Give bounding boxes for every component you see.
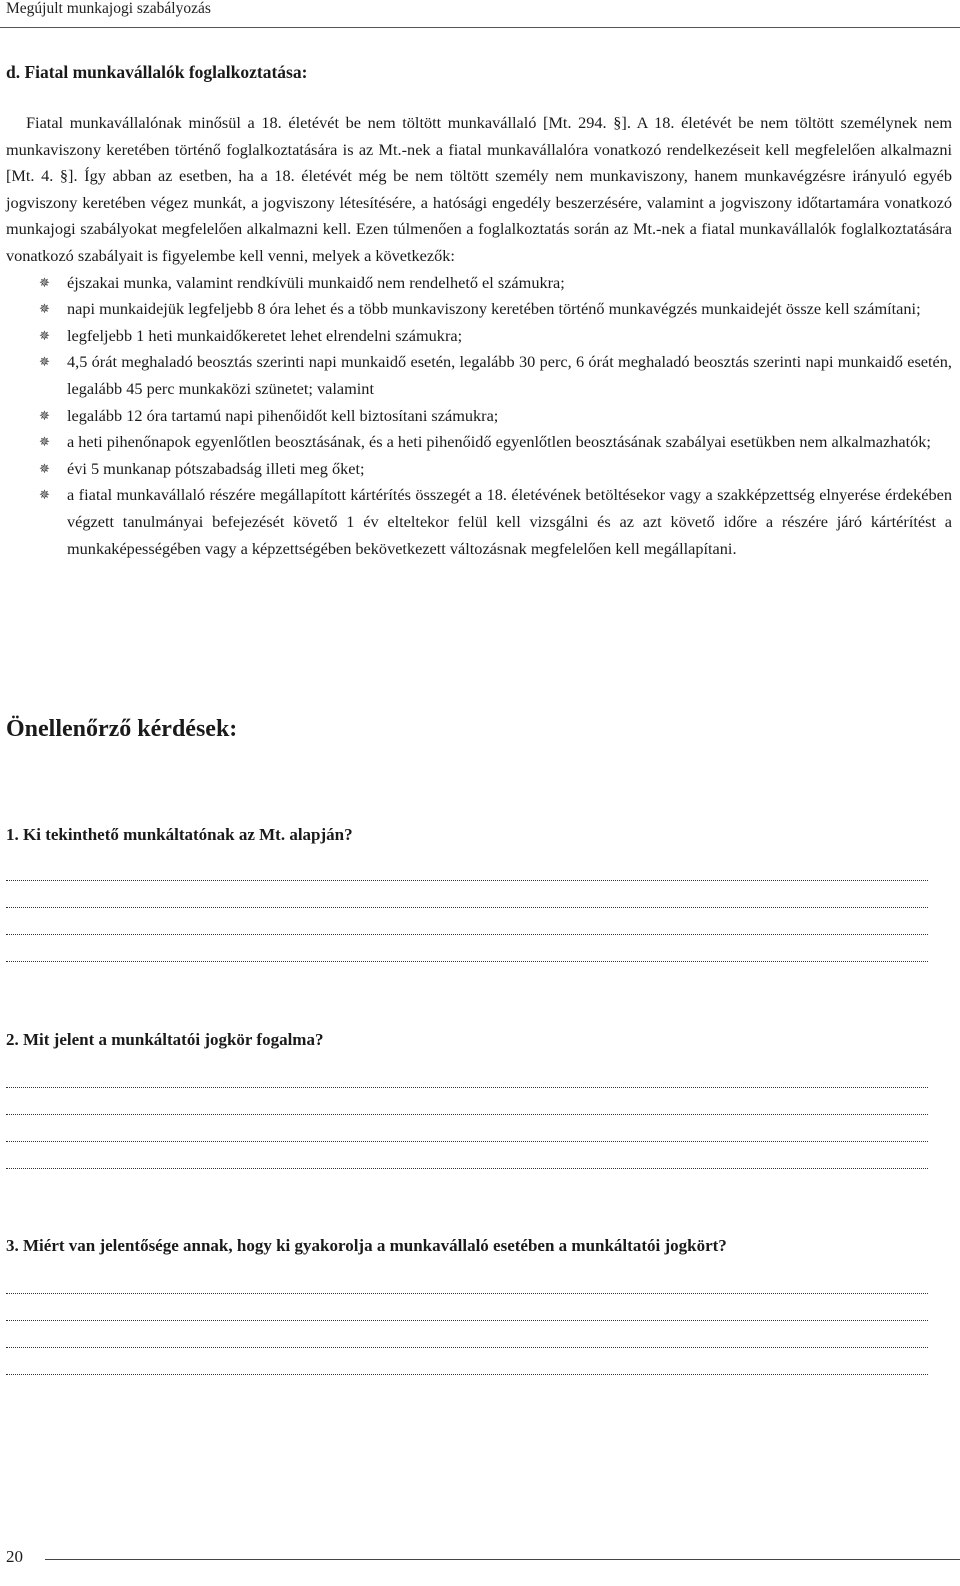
running-header: Megújult munkajogi szabályozás: [6, 0, 211, 17]
answer-line[interactable]: [6, 1114, 928, 1115]
list-item: [6, 429, 952, 456]
star-bullet-icon: ✵: [39, 274, 50, 290]
answer-line[interactable]: [6, 1293, 928, 1294]
rule-text: legalább 12 óra tartamú napi pihenőidőt kell biztosítani számukra;: [67, 405, 499, 425]
star-bullet-icon: ✵: [39, 301, 50, 317]
star-bullet-icon: ✵: [39, 487, 50, 503]
answer-line[interactable]: [6, 880, 928, 881]
answer-line[interactable]: [6, 1374, 928, 1375]
footer-divider: [45, 1559, 960, 1560]
answer-line[interactable]: [6, 1141, 928, 1142]
list-item: [6, 349, 952, 402]
section-heading: d. Fiatal munkavállalók foglalkoztatása:: [6, 62, 308, 82]
rules-list: [6, 270, 952, 563]
answer-line[interactable]: [6, 1168, 928, 1169]
star-bullet-icon: ✵: [39, 407, 50, 423]
section-body: [6, 110, 952, 562]
list-item: [6, 296, 952, 323]
question-1: 1. Ki tekinthető munkáltatónak az Mt. alapján?: [6, 825, 353, 844]
list-item: [6, 403, 952, 430]
self-check-title: Önellenőrző kérdések:: [6, 716, 238, 742]
list-item: [6, 456, 952, 483]
rule-text: a fiatal munkavállaló részére megállapított kártérítés összegét a 18. életévének betöltésekor vagy a szakképzettség elnyerése érdekében végzett tanulmányai befejezését követő 1 év elteltekor felül kell vizsgálni és az azt követő időre a részére járó kártérítést a munkaképességében vagy a képzettségében bekövetkezett változásnak megfelelően kell megállapítani.: [67, 485, 952, 558]
answer-line[interactable]: [6, 961, 928, 962]
star-bullet-icon: ✵: [39, 434, 50, 450]
question-3: 3. Miért van jelentősége annak, hogy ki gyakorolja a munkavállaló esetében a munkáltatói jogkört?: [6, 1236, 727, 1255]
rule-text: a heti pihenőnapok egyenlőtlen beosztásának, és a heti pihenőidő egyenlőtlen beosztásának szabályai esetükben nem alkalmazhatók;: [67, 432, 931, 452]
star-bullet-icon: ✵: [39, 460, 50, 476]
rule-text: 4,5 órát meghaladó beosztás szerinti napi munkaidő esetén, legalább 30 perc, 6 órát meghaladó beosztás szerinti napi munkaidő esetén, legalább 45 perc munkaközi szünetet; valamint: [67, 352, 952, 398]
answer-line[interactable]: [6, 1087, 928, 1088]
header-divider: [0, 27, 960, 28]
star-bullet-icon: ✵: [39, 327, 50, 343]
rule-text: napi munkaidejük legfeljebb 8 óra lehet és a több munkaviszony keretében történő munkavégzés munkaidejét össze kell számítani;: [67, 299, 921, 319]
rule-text: évi 5 munkanap pótszabadság illeti meg őket;: [67, 458, 365, 478]
answer-line[interactable]: [6, 934, 928, 935]
answer-line[interactable]: [6, 1320, 928, 1321]
answer-line[interactable]: [6, 907, 928, 908]
intro-paragraph: Fiatal munkavállalónak minősül a 18. életévét be nem töltött munkavállaló [Mt. 294. §]. A 18. életévét be nem töltött személynek nem munkaviszony keretében történő foglalkoztatására is az Mt.-nek a fiatal munkavállalóra vonatkozó rendelkezéseit kell megfelelően alkalmazni [Mt. 4. §]. Így abban az esetben, ha a 18. életévét még be nem töltött személy nem munkaviszony, hanem munkavégzésre irányuló egyéb jogviszony keretében végez munkát, a jogviszony létesítésére, a hatósági engedély beszerzésére, valamint a jogviszony időtartamára vonatkozó munkajogi szabályokat megfelelően alkalmazni kell. Ezen túlmenően a foglalkoztatás során az Mt.-nek a fiatal munkavállalók foglalkoztatására vonatkozó szabályait is figyelembe kell venni, melyek a következők:: [6, 113, 952, 265]
rule-text: éjszakai munka, valamint rendkívüli munkaidő nem rendelhető el számukra;: [67, 272, 565, 292]
list-item: [6, 323, 952, 350]
rule-text: legfeljebb 1 heti munkaidőkeretet lehet elrendelni számukra;: [67, 325, 463, 345]
answer-line[interactable]: [6, 1347, 928, 1348]
list-item: [6, 270, 952, 297]
star-bullet-icon: ✵: [39, 354, 50, 370]
question-2: 2. Mit jelent a munkáltatói jogkör fogalma?: [6, 1030, 324, 1049]
page-number: 20: [6, 1547, 23, 1566]
list-item: [6, 482, 952, 562]
